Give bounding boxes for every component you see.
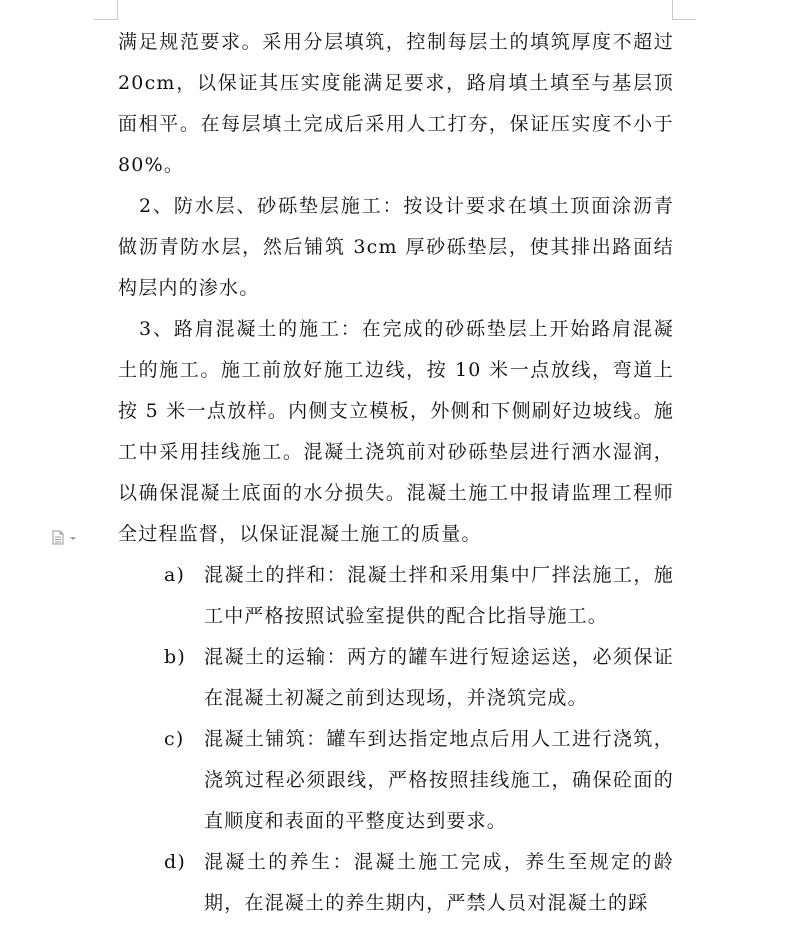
- list-marker: b): [164, 646, 186, 668]
- document-body: [118, 22, 674, 924]
- list-item: [118, 637, 674, 719]
- concrete-steps-list: [118, 555, 674, 924]
- crop-mark-top-right: [672, 0, 696, 20]
- list-marker: d): [164, 851, 186, 873]
- paragraph-waterproof-layer: 2、防水层、砂砾垫层施工：按设计要求在填土顶面涂沥青做沥青防水层，然后铺筑 3cm 厚砂砾垫层，使其排出路面结构层内的渗水。: [118, 195, 674, 299]
- list-item-text: 混凝土的运输：两方的罐车进行短途运送，必须保证在混凝土初凝之前到达现场，并浇筑完成。: [204, 646, 674, 709]
- paragraph-continuation: 满足规范要求。采用分层填筑，控制每层土的填筑厚度不超过 20cm，以保证其压实度能满足要求，路肩填土填至与基层顶面相平。在每层填土完成后采用人工打夯，保证压实度不小于 80%。: [118, 31, 674, 176]
- list-item: [118, 719, 674, 842]
- list-marker: a): [164, 564, 186, 586]
- list-item-text: 混凝土的养生：混凝土施工完成，养生至规定的龄期，在混凝土的养生期内，严禁人员对混凝土的踩: [204, 851, 674, 914]
- paste-options-icon[interactable]: [50, 529, 80, 547]
- crop-mark-top-left: [94, 0, 118, 20]
- list-item-text: 混凝土的拌和：混凝土拌和采用集中厂拌法施工，施工中严格按照试验室提供的配合比指导施工。: [204, 564, 674, 627]
- list-item: [118, 842, 674, 924]
- paragraph-shoulder-concrete: 3、路肩混凝土的施工：在完成的砂砾垫层上开始路肩混凝土的施工。施工前放好施工边线，按 10 米一点放线，弯道上按 5 米一点放样。内侧支立模板，外侧和下侧刷好边坡线。施工中采用挂线施工。混凝土浇筑前对砂砾垫层进行洒水湿润，以确保混凝土底面的水分损失。混凝土施工中报请监理工程师全过程监督，以保证混凝土施工的质量。: [118, 318, 674, 545]
- list-item: [118, 555, 674, 637]
- list-marker: c): [164, 728, 185, 750]
- list-item-text: 混凝土铺筑：罐车到达指定地点后用人工进行浇筑，浇筑过程必须跟线，严格按照挂线施工，确保砼面的直顺度和表面的平整度达到要求。: [204, 728, 674, 832]
